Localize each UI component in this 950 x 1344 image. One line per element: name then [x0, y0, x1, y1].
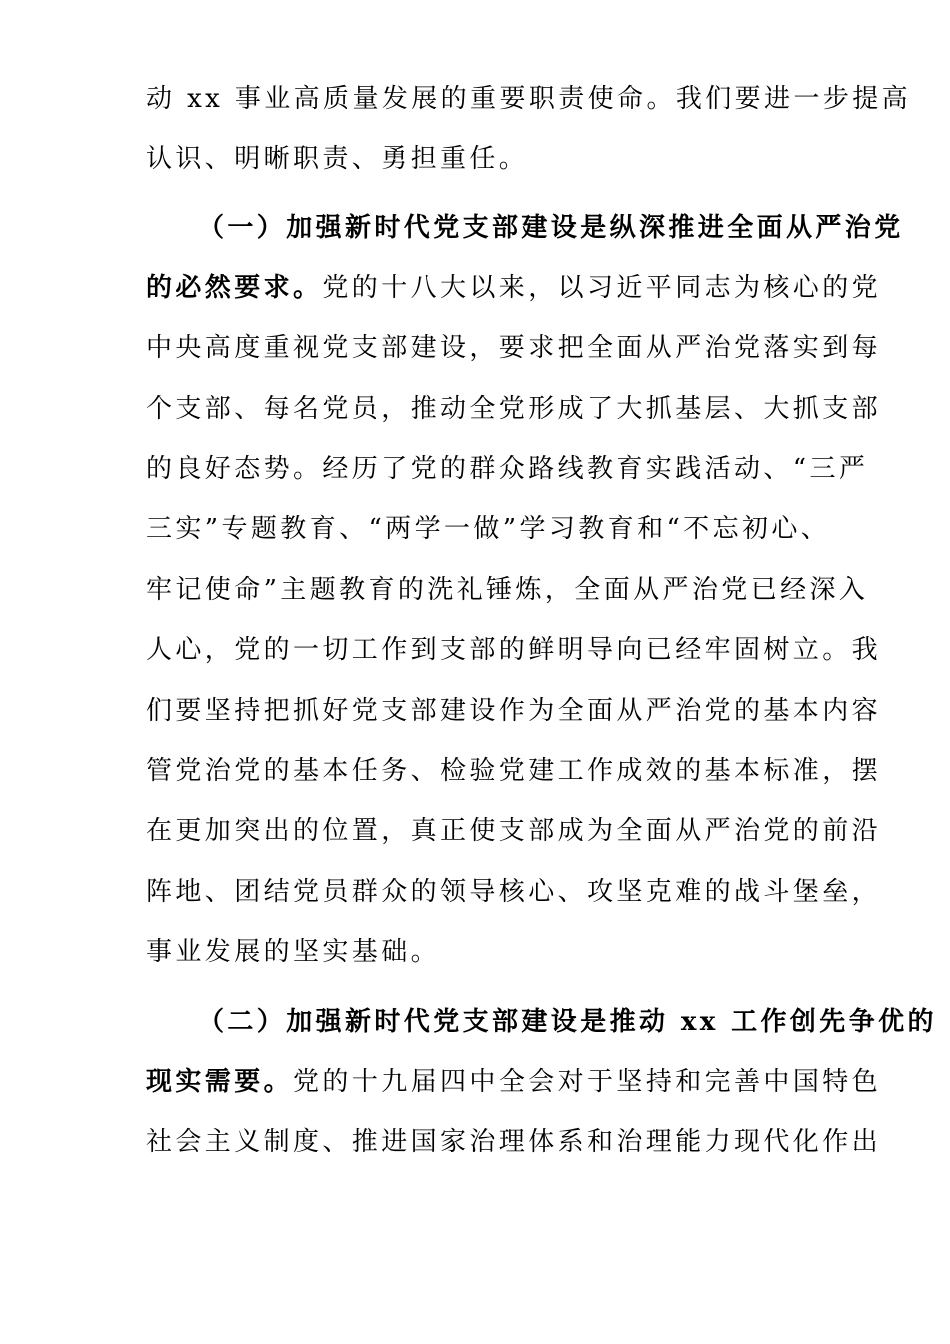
paragraph-line: 们要坚持把抓好党支部建设作为全面从严治党的基本内容: [146, 696, 882, 726]
paragraph-line: 动 xx 事业高质量发展的重要职责使命。我们要进一步提高: [146, 84, 912, 114]
section-heading-2: （二）加强新时代党支部建设是推动 xx 工作创先争优的: [198, 1007, 937, 1037]
section-heading-2-end: 现实需要。: [146, 1067, 294, 1097]
paragraph-line: 认识、明晰职责、勇担重任。: [146, 144, 529, 174]
paragraph-line: 牢记使命”主题教育的洗礼锤炼，全面从严治党已经深入: [146, 575, 869, 605]
section-heading-1-end: 的必然要求。: [146, 273, 323, 303]
paragraph-line: [146, 273, 881, 303]
paragraph-line: 的良好态势。经历了党的群众路线教育实践活动、“三严: [146, 454, 869, 484]
paragraph-line: 中央高度重视党支部建设，要求把全面从严治党落实到每: [146, 333, 882, 363]
paragraph-line: 个支部、每名党员，推动全党形成了大抓基层、大抓支部: [146, 394, 882, 424]
section-heading-1: （一）加强新时代党支部建设是纵深推进全面从严治党: [198, 213, 904, 243]
paragraph-text: 党的十八大以来，以习近平同志为核心的党: [322, 273, 882, 303]
paragraph-line: 阵地、团结党员群众的领导核心、攻坚克难的战斗堡垒，: [146, 877, 882, 907]
paragraph-line: [146, 1067, 881, 1097]
paragraph-line: 事业发展的坚实基础。: [146, 937, 441, 967]
paragraph-line: 社会主义制度、推进国家治理体系和治理能力现代化作出: [146, 1127, 882, 1157]
paragraph-line: 管党治党的基本任务、检验党建工作成效的基本标准，摆: [146, 756, 882, 786]
paragraph-line: 人心，党的一切工作到支部的鲜明导向已经牢固树立。我: [146, 635, 882, 665]
paragraph-line: 在更加突出的位置，真正使支部成为全面从严治党的前沿: [146, 816, 882, 846]
paragraph-text: 党的十九届四中全会对于坚持和完善中国特色: [293, 1067, 882, 1097]
paragraph-line: 三实”专题教育、“两学一做”学习教育和“不忘初心、: [146, 514, 831, 544]
